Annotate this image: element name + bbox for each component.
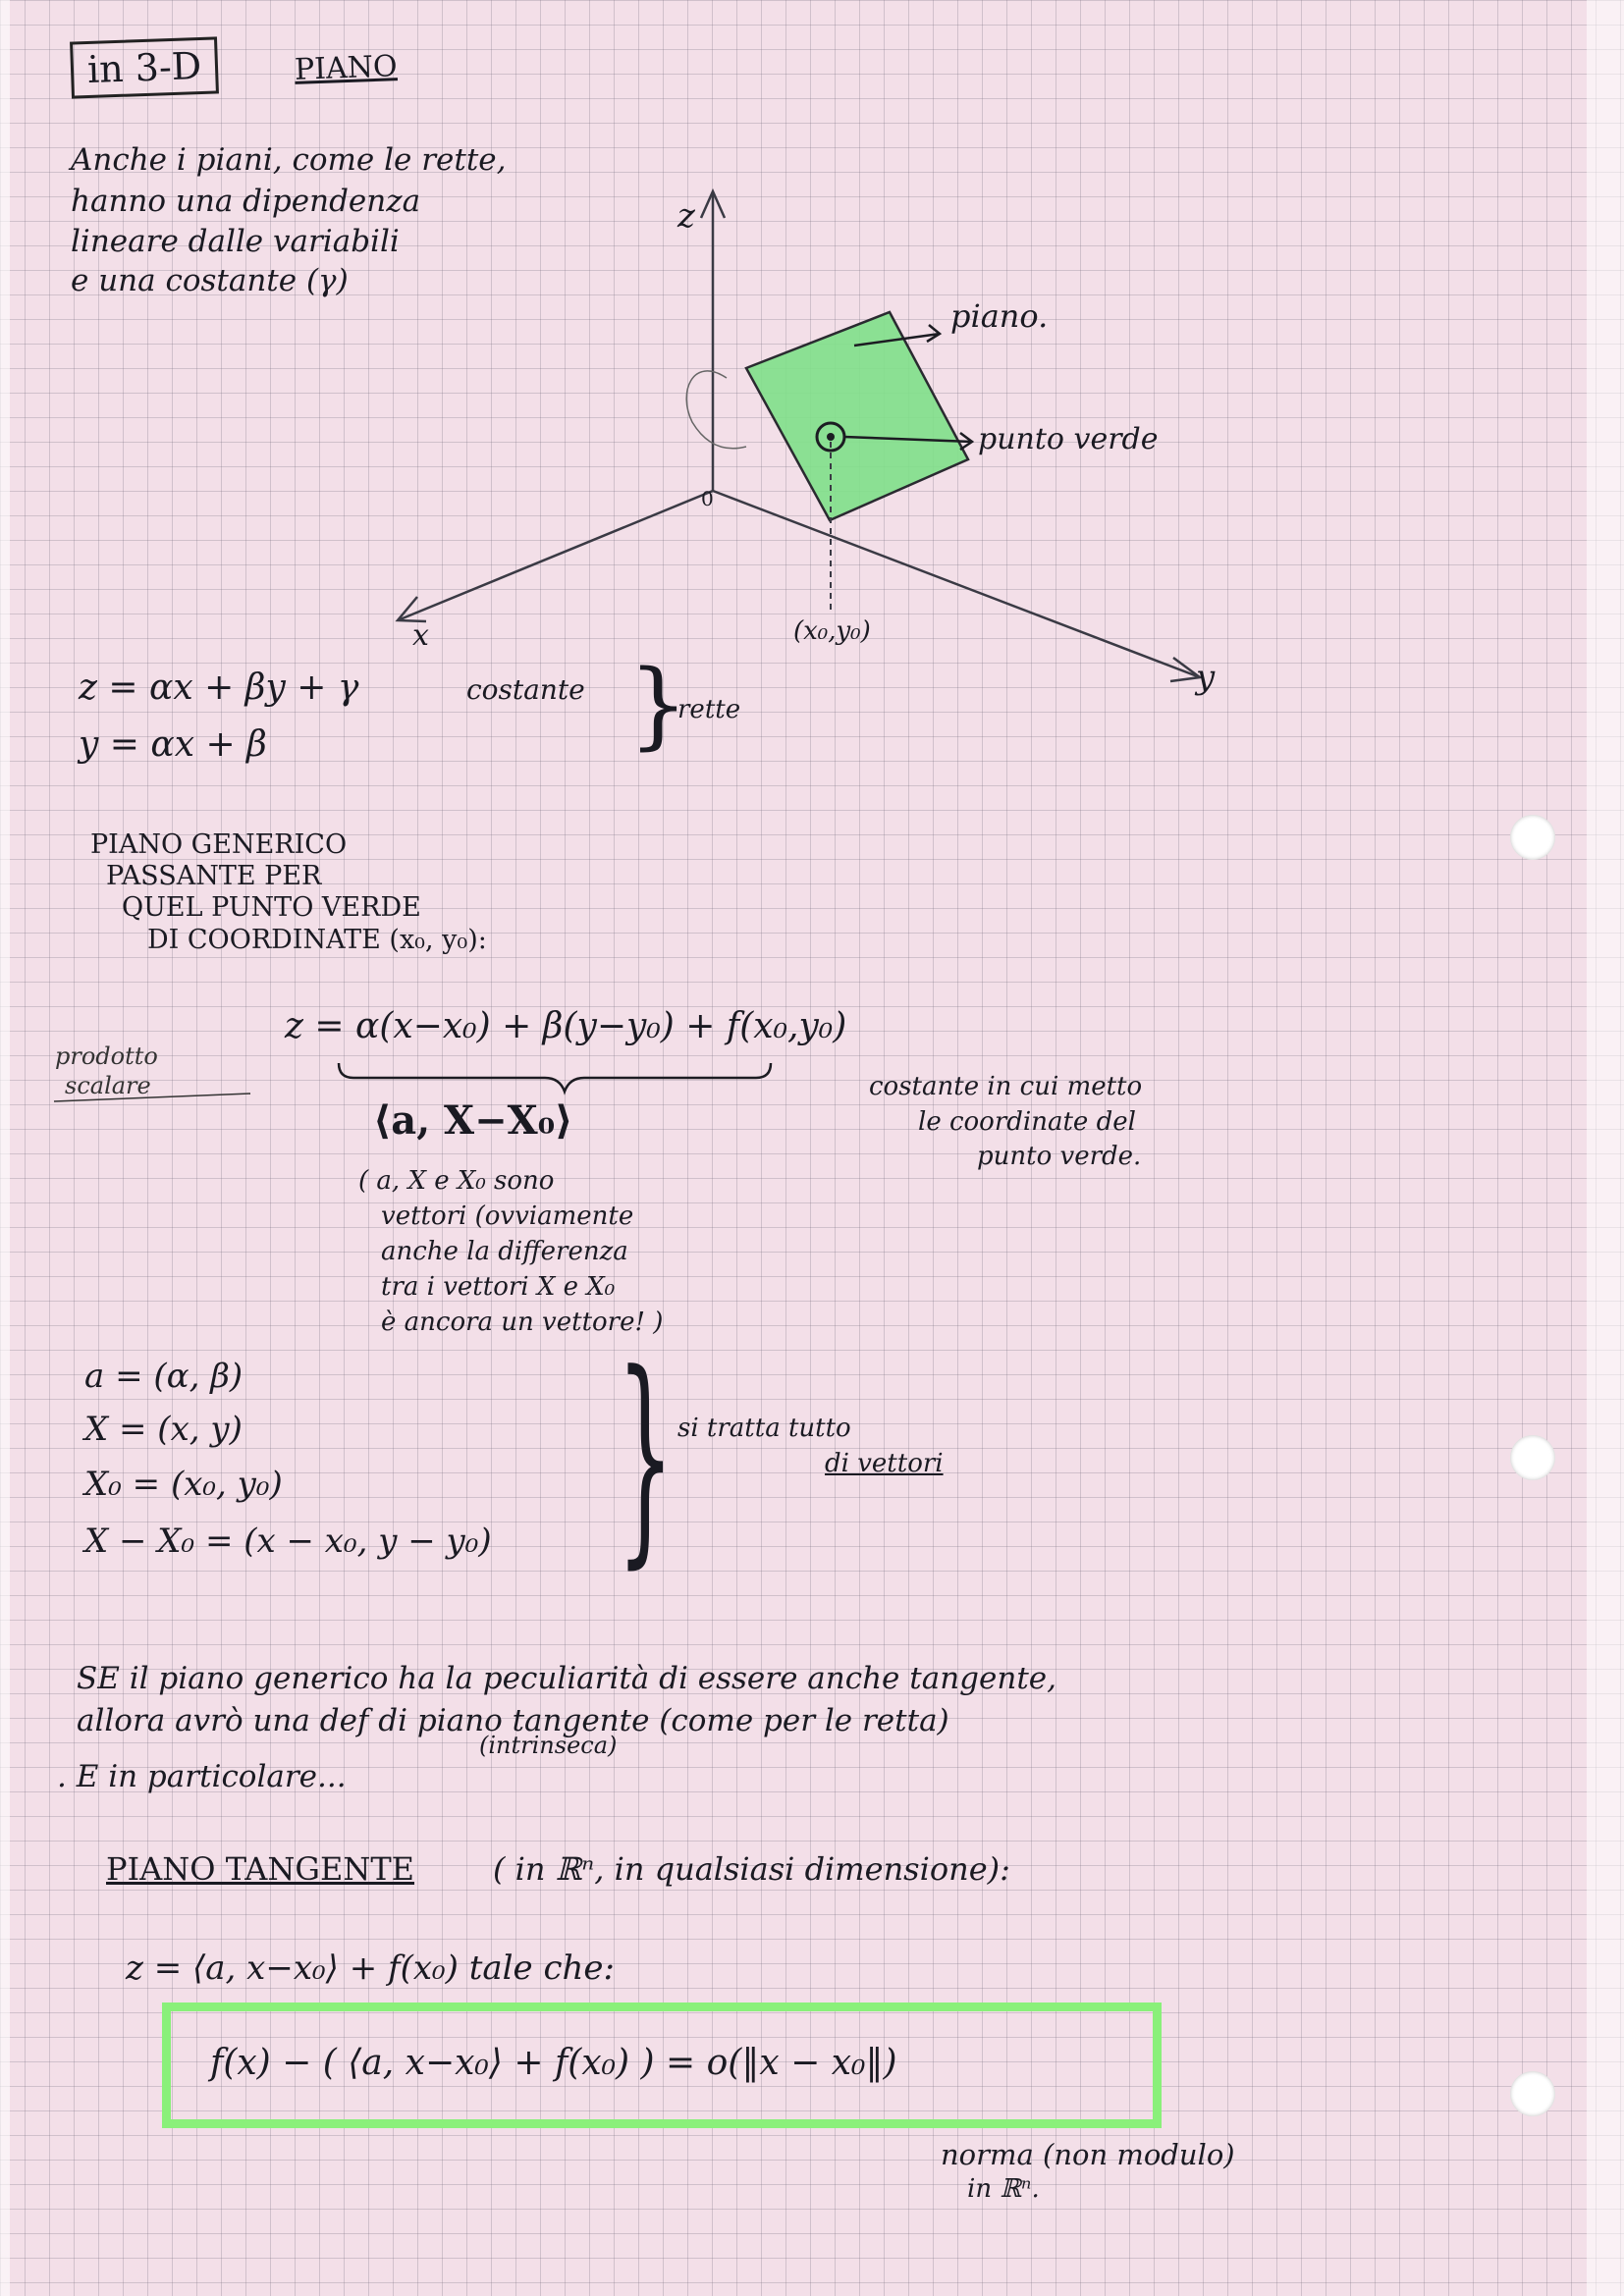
tangent-heading: PIANO TANGENTE xyxy=(106,1850,415,1888)
underbrace-path xyxy=(339,1063,771,1092)
generic-plane-line: DI COORDINATE (x₀, y₀): xyxy=(147,925,487,955)
equation-plane-note: costante xyxy=(466,673,585,706)
equations-brace: } xyxy=(628,650,689,760)
point-label: punto verde xyxy=(978,422,1159,456)
vector-note-line: ( a, X e X₀ sono xyxy=(358,1166,555,1196)
plane-label: piano. xyxy=(950,297,1049,335)
equation-plane: z = αx + βy + γ xyxy=(79,667,359,708)
side-note: prodotto xyxy=(55,1042,158,1070)
axis-x-label: x xyxy=(412,618,429,653)
inner-product: ⟨a, X−X₀⟩ xyxy=(373,1097,573,1144)
intro-line: Anche i piani, come le rette, xyxy=(71,142,507,178)
intro-line: e una costante (γ) xyxy=(71,263,349,298)
constant-note-line: costante in cui metto xyxy=(869,1072,1143,1101)
title-box-text: in 3-D xyxy=(86,43,202,92)
vectors-brace-note: di vettori xyxy=(825,1449,944,1478)
generic-plane-line: QUEL PUNTO VERDE xyxy=(122,892,421,923)
equation-line: y = αx + β xyxy=(79,724,267,765)
intro-line: lineare dalle variabili xyxy=(71,224,400,259)
constant-note-line: le coordinate del xyxy=(918,1107,1136,1137)
generic-plane-formula: z = α(x−x₀) + β(y−y₀) + f(x₀,y₀) xyxy=(285,1006,847,1046)
vector-note-line: è ancora un vettore! ) xyxy=(381,1308,664,1337)
tangent-intro-line: SE il piano generico ha la peculiarità di essere anche tangente, xyxy=(77,1661,1056,1696)
tangent-formula: z = ⟨a, x−x₀⟩ + f(x₀) tale che: xyxy=(126,1949,615,1988)
tangent-intro-note: (intrinseca) xyxy=(479,1732,618,1759)
vectors-brace: } xyxy=(617,1326,675,1588)
vector-line: X = (x, y) xyxy=(84,1410,243,1449)
axis-y-label: y xyxy=(1196,658,1216,697)
generic-plane-line: PIANO GENERICO xyxy=(90,829,348,860)
vector-line: X − X₀ = (x − x₀, y − y₀) xyxy=(84,1522,492,1561)
norm-note: norma (non modulo) xyxy=(941,2138,1235,2171)
vector-note-line: anche la differenza xyxy=(381,1237,628,1266)
equations-brace-note: rette xyxy=(677,695,741,724)
tangent-heading-rest: ( in ℝⁿ, in qualsiasi dimensione): xyxy=(493,1850,1010,1888)
norm-note: in ℝⁿ. xyxy=(967,2174,1040,2204)
title-word: PIANO xyxy=(294,49,399,87)
vector-note-line: vettori (ovviamente xyxy=(381,1201,634,1231)
vector-line: a = (α, β) xyxy=(84,1357,244,1396)
vector-note-line: tra i vettori X e X₀ xyxy=(381,1272,616,1302)
origin-label: 0 xyxy=(701,487,714,510)
tangent-boxed-formula xyxy=(162,2002,1162,2128)
generic-plane-line: PASSANTE PER xyxy=(106,861,322,891)
intro-line: hanno una dipendenza xyxy=(71,184,421,219)
point-coordinates-label: (x₀,y₀) xyxy=(793,616,871,646)
vector-line: X₀ = (x₀, y₀) xyxy=(84,1465,283,1504)
axis-z-label: z xyxy=(677,196,695,236)
tangent-intro-line: . E in particolare... xyxy=(57,1759,347,1794)
side-note: scalare xyxy=(65,1072,151,1099)
constant-note-line: punto verde. xyxy=(977,1142,1142,1171)
vectors-brace-note: si tratta tutto xyxy=(677,1414,851,1443)
tangent-intro-line: allora avrò una def di piano tangente (come per le retta) xyxy=(77,1703,949,1738)
tangent-boxed-formula-text: f(x) − ( ⟨a, x−x₀⟩ + f(x₀) ) = o(‖x − x₀‖) xyxy=(210,2043,897,2083)
